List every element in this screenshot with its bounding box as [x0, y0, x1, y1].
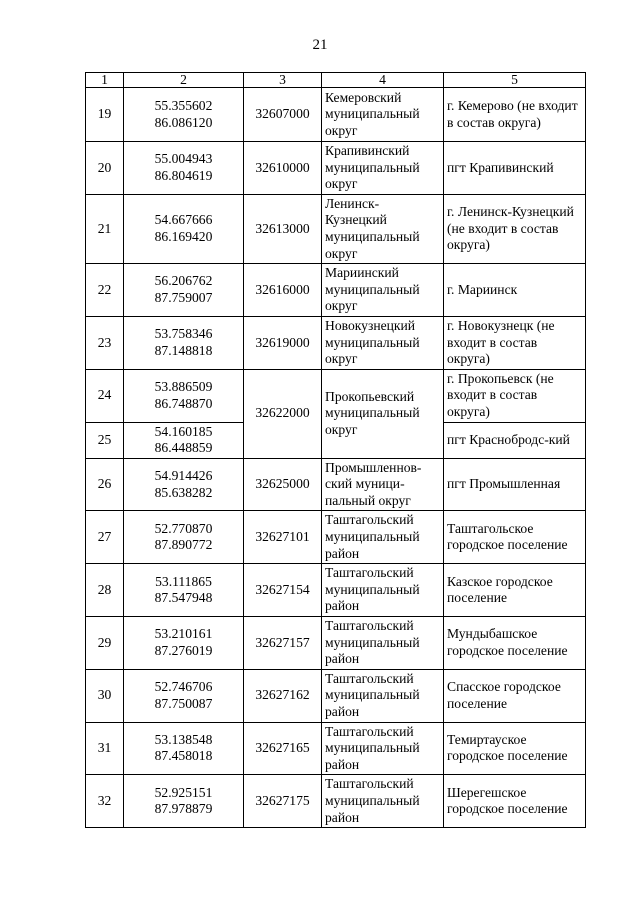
row-number-cell: 23: [86, 316, 124, 369]
row-number-cell: 22: [86, 264, 124, 317]
longitude-value: 87.547948: [154, 590, 213, 606]
coordinates-cell: [124, 194, 244, 263]
latitude-value: 52.925151: [154, 784, 213, 800]
district-cell: Таштагольский муниципальный район: [322, 775, 444, 828]
longitude-value: 87.276019: [154, 642, 213, 658]
latitude-value: 54.160185: [154, 423, 213, 439]
district-cell: Прокопьевский муниципальный округ: [322, 369, 444, 458]
oktmo-code-cell: 32616000: [244, 264, 322, 317]
column-header: 2: [124, 73, 244, 88]
longitude-value: 87.978879: [154, 801, 213, 817]
latitude-value: 52.746706: [154, 679, 213, 695]
settlement-cell: г. Новокузнецк (не входит в состав округа): [444, 316, 586, 369]
table-row: [86, 722, 586, 775]
coordinates-cell: [124, 669, 244, 722]
row-number-cell: 20: [86, 142, 124, 195]
settlement-cell: Темиртауское городское поселение: [444, 722, 586, 775]
longitude-value: 86.804619: [154, 167, 213, 183]
district-cell: Таштагольский муниципальный район: [322, 564, 444, 617]
coordinates-cell: [124, 316, 244, 369]
district-cell: Мариинский муниципальный округ: [322, 264, 444, 317]
row-number-cell: 28: [86, 564, 124, 617]
longitude-value: 87.458018: [154, 748, 213, 764]
latitude-value: 53.210161: [154, 626, 213, 642]
settlement-cell: Казское городское поселение: [444, 564, 586, 617]
row-number-cell: 19: [86, 88, 124, 142]
row-number-cell: 26: [86, 458, 124, 511]
district-cell: Таштагольский муниципальный район: [322, 511, 444, 564]
district-cell: Кемеровский муниципальный округ: [322, 88, 444, 142]
latitude-value: 53.758346: [154, 326, 213, 342]
page-number: 21: [312, 37, 328, 53]
longitude-value: 86.448859: [154, 440, 213, 456]
table-row: [86, 369, 586, 422]
oktmo-code-cell: 32627101: [244, 511, 322, 564]
latitude-value: 55.004943: [154, 151, 213, 167]
latitude-value: 53.111865: [155, 573, 212, 589]
row-number-cell: 32: [86, 775, 124, 828]
latitude-value: 53.138548: [154, 731, 213, 747]
row-number-cell: 25: [86, 422, 124, 458]
longitude-value: 86.169420: [154, 228, 213, 244]
table-row: [86, 617, 586, 670]
oktmo-code-cell: 32619000: [244, 316, 322, 369]
table-row: [86, 669, 586, 722]
column-header: 4: [322, 73, 444, 88]
latitude-value: 53.886509: [154, 379, 213, 395]
settlement-cell: г. Ленинск-Кузнецкий (не входит в состав округа): [444, 194, 586, 263]
row-number-cell: 21: [86, 194, 124, 263]
coordinates-cell: [124, 775, 244, 828]
oktmo-code-cell: 32607000: [244, 88, 322, 142]
longitude-value: 87.890772: [154, 537, 213, 553]
coordinates-cell: [124, 422, 244, 458]
coordinates-cell: [124, 369, 244, 422]
row-number-cell: 30: [86, 669, 124, 722]
district-cell: Ленинск-Кузнецкий муниципальный округ: [322, 194, 444, 263]
coordinates-cell: [124, 617, 244, 670]
oktmo-code-cell: 32627154: [244, 564, 322, 617]
row-number-cell: 29: [86, 617, 124, 670]
longitude-value: 86.086120: [154, 114, 213, 130]
district-cell: Новокузнецкий муниципальный округ: [322, 316, 444, 369]
settlement-cell: Шерегешское городское поселение: [444, 775, 586, 828]
district-cell: Таштагольский муниципальный район: [322, 669, 444, 722]
table-row: [86, 88, 586, 142]
oktmo-code-cell: 32625000: [244, 458, 322, 511]
settlement-cell: г. Мариинск: [444, 264, 586, 317]
coordinates-cell: [124, 564, 244, 617]
district-cell: Таштагольский муниципальный район: [322, 617, 444, 670]
settlement-cell: Таштагольское городское поселение: [444, 511, 586, 564]
settlements-table: [85, 72, 586, 828]
oktmo-code-cell: 32627165: [244, 722, 322, 775]
settlement-cell: г. Кемерово (не входит в состав округа): [444, 88, 586, 142]
coordinates-cell: [124, 264, 244, 317]
table-row: [86, 142, 586, 195]
column-header: 1: [86, 73, 124, 88]
oktmo-code-cell: 32627175: [244, 775, 322, 828]
column-header: 3: [244, 73, 322, 88]
column-header: 5: [444, 73, 586, 88]
longitude-value: 85.638282: [154, 484, 213, 500]
coordinates-cell: [124, 88, 244, 142]
oktmo-code-cell: 32627162: [244, 669, 322, 722]
table-row: [86, 564, 586, 617]
table-row: [86, 316, 586, 369]
settlement-cell: г. Прокопьевск (не входит в состав округа): [444, 369, 586, 422]
oktmo-code-cell: 32622000: [244, 369, 322, 458]
oktmo-code-cell: 32610000: [244, 142, 322, 195]
settlement-cell: пгт Промышленная: [444, 458, 586, 511]
longitude-value: 86.748870: [154, 395, 213, 411]
coordinates-cell: [124, 458, 244, 511]
longitude-value: 87.759007: [154, 290, 213, 306]
district-cell: Крапивинский муниципальный округ: [322, 142, 444, 195]
row-number-cell: 27: [86, 511, 124, 564]
settlement-cell: Мундыбашское городское поселение: [444, 617, 586, 670]
settlement-cell: пгт Краснобродс-кий: [444, 422, 586, 458]
table-row: [86, 458, 586, 511]
latitude-value: 54.667666: [154, 212, 213, 228]
oktmo-code-cell: 32627157: [244, 617, 322, 670]
latitude-value: 52.770870: [154, 520, 213, 536]
table-row: [86, 264, 586, 317]
coordinates-cell: [124, 511, 244, 564]
settlement-cell: пгт Крапивинский: [444, 142, 586, 195]
settlement-cell: Спасское городское поселение: [444, 669, 586, 722]
oktmo-code-cell: 32613000: [244, 194, 322, 263]
row-number-cell: 24: [86, 369, 124, 422]
latitude-value: 54.914426: [154, 467, 213, 483]
latitude-value: 56.206762: [154, 273, 213, 289]
latitude-value: 55.355602: [154, 97, 213, 113]
row-number-cell: 31: [86, 722, 124, 775]
district-cell: Промышленнов-ский муници-пальный округ: [322, 458, 444, 511]
table-row: [86, 194, 586, 263]
coordinates-cell: [124, 722, 244, 775]
table-row: [86, 775, 586, 828]
table-header-row: [86, 73, 586, 88]
table-row: [86, 511, 586, 564]
coordinates-cell: [124, 142, 244, 195]
longitude-value: 87.750087: [154, 695, 213, 711]
longitude-value: 87.148818: [154, 342, 213, 358]
district-cell: Таштагольский муниципальный район: [322, 722, 444, 775]
